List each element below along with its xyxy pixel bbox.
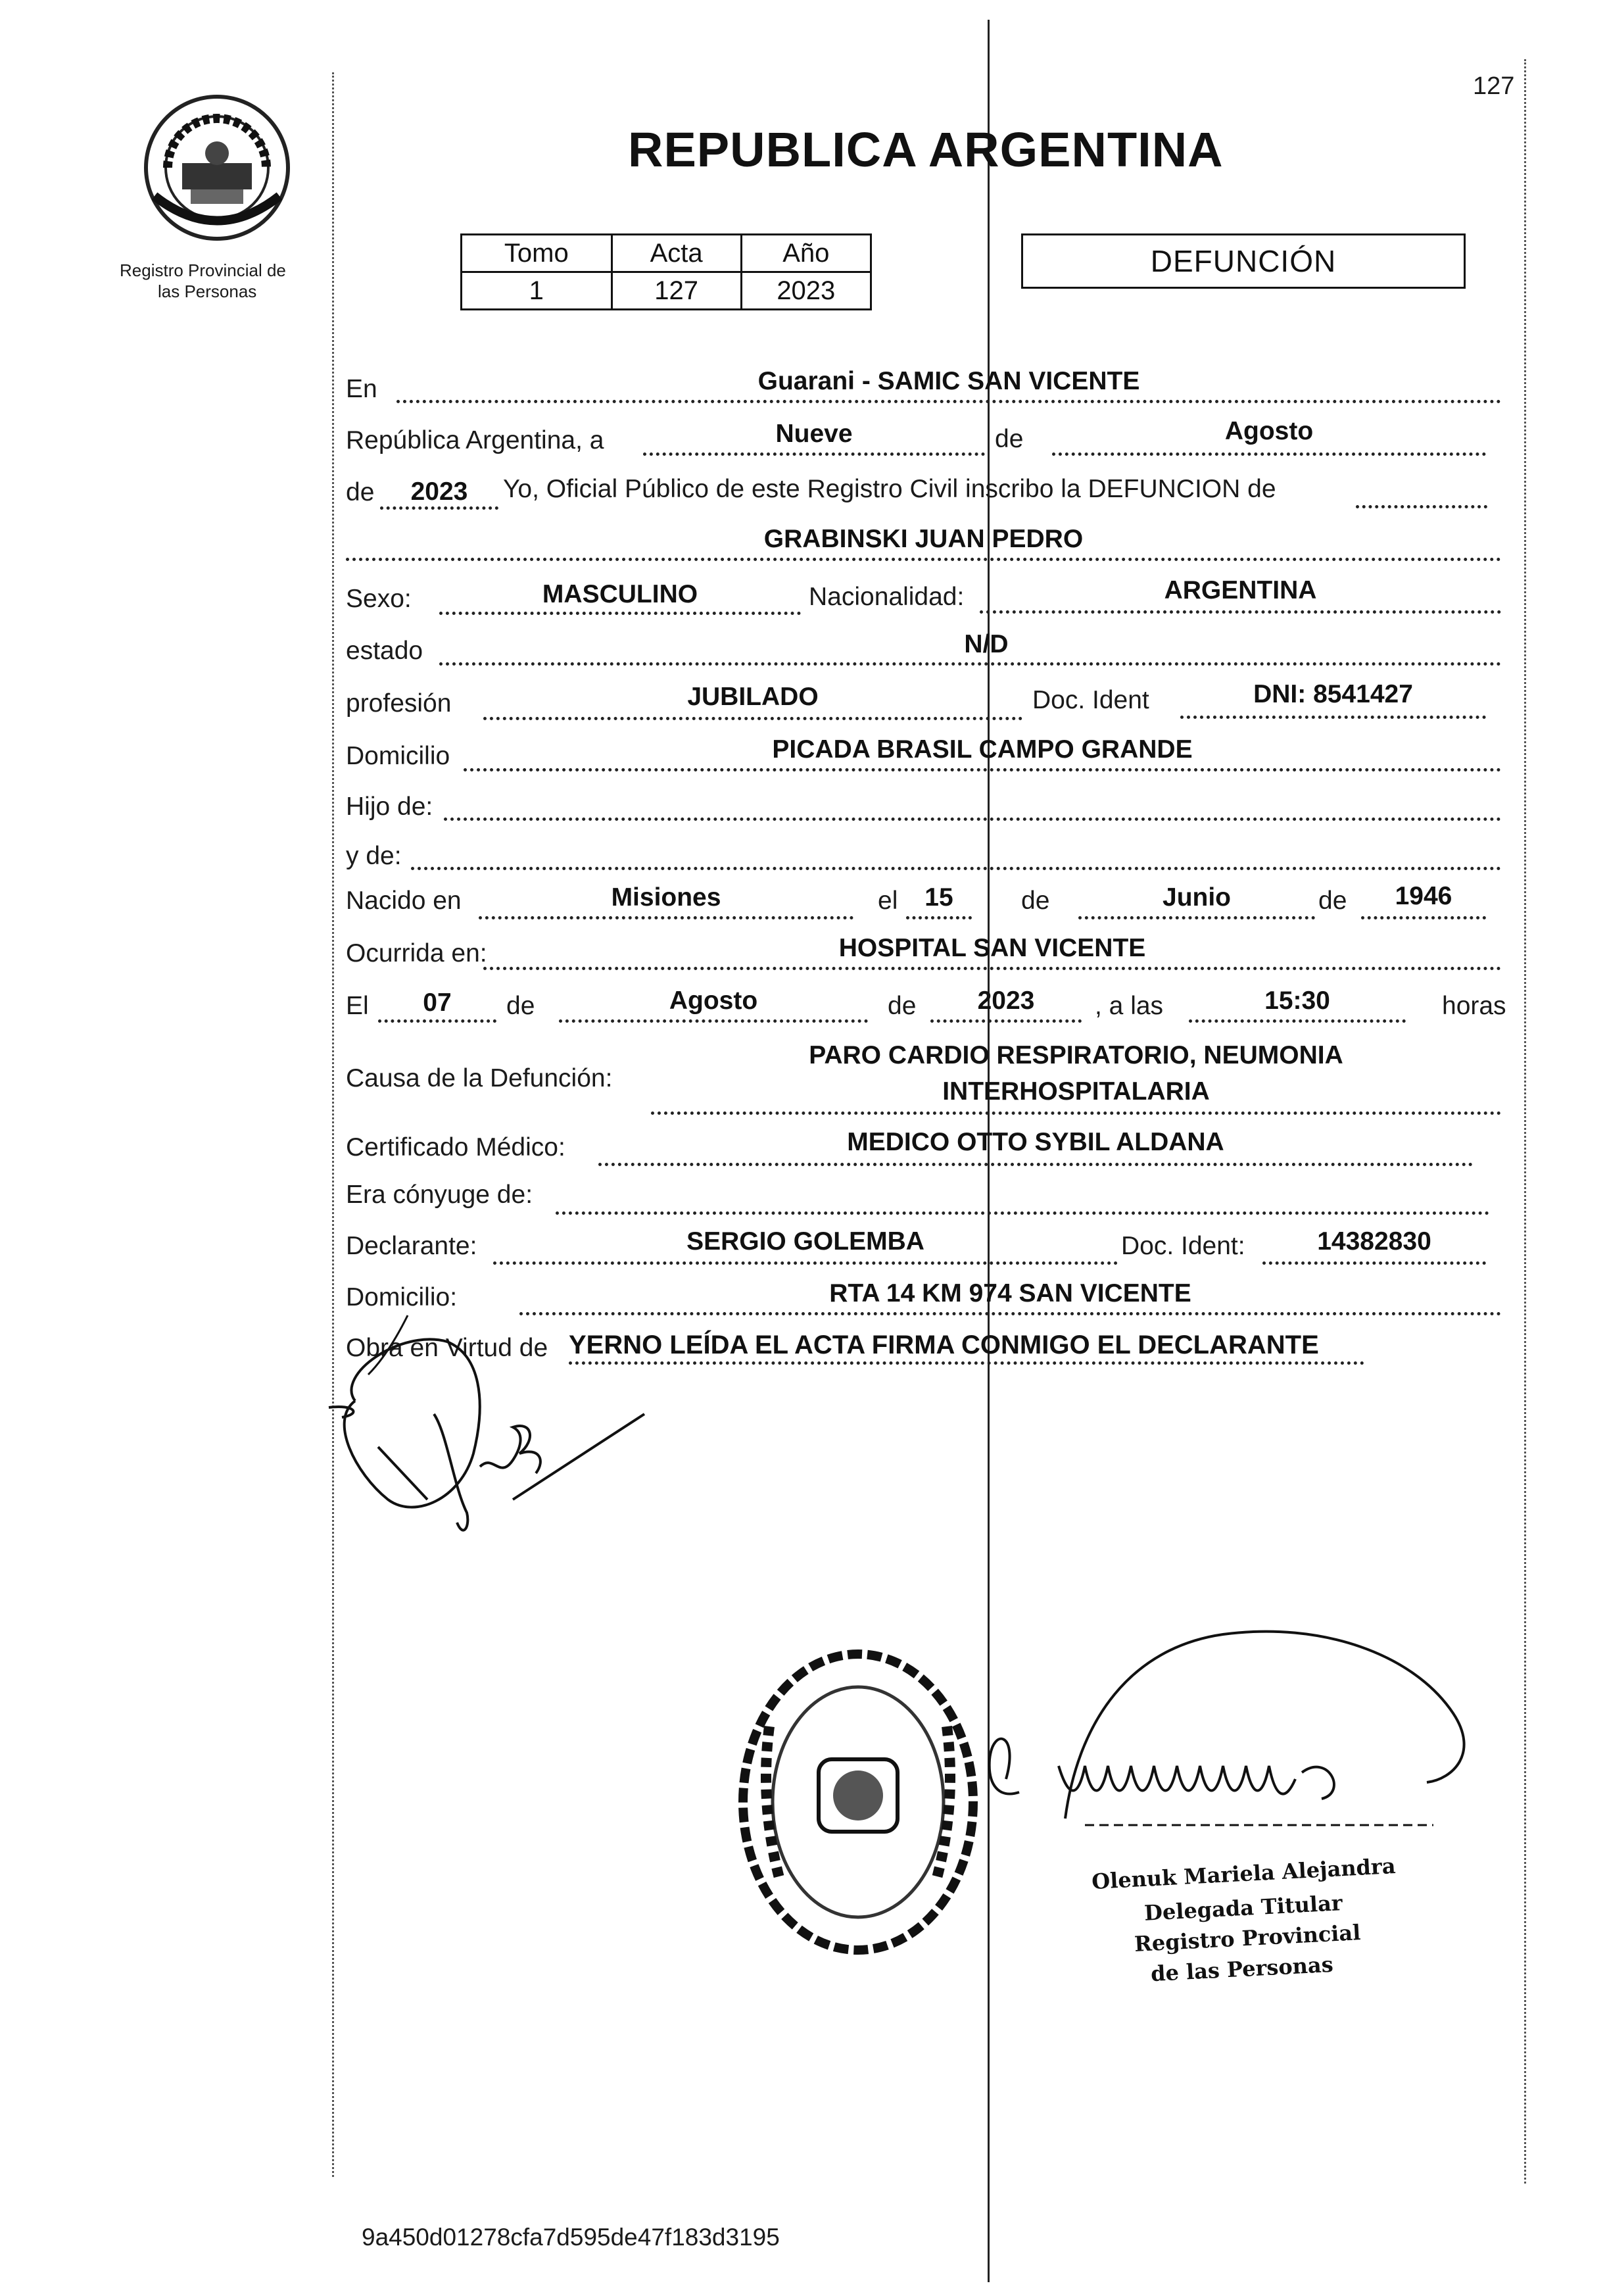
sexo-label: Sexo: — [346, 585, 412, 613]
domicilio2-label: Domicilio: — [346, 1283, 458, 1311]
table-value-acta: 127 — [612, 272, 741, 310]
document-hash: 9a450d01278cfa7d595de47f183d3195 — [362, 2224, 780, 2251]
month-line — [1052, 452, 1486, 456]
doc2-line — [1262, 1261, 1486, 1265]
day-words: Nueve — [775, 420, 853, 448]
causa-line2: INTERHOSPITALARIA — [942, 1077, 1210, 1106]
day-line — [643, 452, 985, 456]
table-header-acta: Acta — [612, 235, 741, 272]
nacido-label: Nacido en — [346, 887, 462, 915]
de6-label: de — [888, 992, 917, 1020]
domicilio2-value: RTA 14 KM 974 SAN VICENTE — [829, 1279, 1191, 1307]
de-label: de — [995, 425, 1024, 453]
birth-day: 15 — [924, 883, 953, 912]
ocurrida-value: HOSPITAL SAN VICENTE — [838, 934, 1146, 962]
death-year-line — [930, 1019, 1082, 1023]
declarante-line — [493, 1261, 1118, 1265]
officer-signature — [980, 1555, 1479, 1897]
death-day-line — [378, 1019, 496, 1023]
de2-label: de — [346, 478, 375, 506]
el2-label: El — [346, 992, 369, 1020]
birth-year: 1946 — [1395, 882, 1452, 910]
de5-label: de — [506, 992, 535, 1020]
en-line — [396, 400, 1501, 403]
horas-label: horas — [1442, 992, 1506, 1020]
record-table — [460, 233, 872, 310]
estado-line — [439, 662, 1501, 666]
declarante-value: SERGIO GOLEMBA — [686, 1227, 924, 1256]
en-label: En — [346, 375, 377, 403]
official-stamp — [733, 1648, 983, 1957]
registry-line2: las Personas — [158, 281, 257, 301]
nacido-line — [479, 916, 853, 919]
de3-label: de — [1021, 887, 1050, 915]
yde-line — [411, 867, 1501, 870]
causa-label: Causa de la Defunción: — [346, 1064, 613, 1092]
declarante-label: Declarante: — [346, 1232, 477, 1260]
en-value: Guarani - SAMIC SAN VICENTE — [757, 367, 1140, 395]
death-year: 2023 — [977, 987, 1035, 1015]
year-line — [380, 506, 498, 510]
certificado-line — [598, 1163, 1473, 1166]
yde-label: y de: — [346, 842, 402, 870]
year-value: 2023 — [410, 477, 468, 506]
table-header-tomo: Tomo — [462, 235, 612, 272]
birth-month-line — [1078, 916, 1315, 919]
name-line — [346, 558, 1501, 561]
oficial-text: Yo, Oficial Público de este Registro Civil inscribo la DEFUNCION de — [503, 475, 1276, 503]
birth-year-line — [1361, 916, 1486, 919]
nacionalidad-line — [980, 610, 1501, 614]
officer-office-line2: de las Personas — [1150, 1951, 1334, 1987]
estado-label: estado — [346, 637, 423, 665]
record-type: DEFUNCIÓN — [1150, 244, 1337, 278]
birth-day-line — [906, 916, 972, 919]
doc2-label: Doc. Ident: — [1121, 1232, 1245, 1260]
record-type-box — [1021, 233, 1466, 289]
doc-line — [1180, 716, 1486, 719]
officer-name: Olenuk Mariela Alejandra — [1091, 1853, 1397, 1895]
right-border-line — [1524, 59, 1526, 2184]
oficial-line — [1356, 505, 1487, 508]
sexo-line — [439, 612, 801, 615]
doc-label: Doc. Ident — [1032, 686, 1149, 714]
domicilio2-line — [519, 1312, 1501, 1315]
de4-label: de — [1318, 887, 1347, 915]
nacionalidad-label: Nacionalidad: — [809, 583, 965, 611]
certificado-label: Certificado Médico: — [346, 1133, 565, 1161]
el-label: el — [878, 887, 898, 915]
officer-title: Delegada Titular — [1143, 1890, 1343, 1926]
province-seal — [141, 91, 293, 245]
page-number: 127 — [1473, 72, 1515, 100]
sexo-value: MASCULINO — [542, 580, 698, 608]
obra-value: YERNO LEÍDA EL ACTA FIRMA CONMIGO EL DECLARANTE — [569, 1331, 1319, 1359]
deceased-name: GRABINSKI JUAN PEDRO — [763, 525, 1084, 553]
left-border-line — [332, 72, 334, 2177]
ocurrida-label: Ocurrida en: — [346, 939, 487, 967]
nacionalidad-value: ARGENTINA — [1164, 576, 1317, 604]
profesion-line — [483, 717, 1022, 720]
causa-line1: PARO CARDIO RESPIRATORIO, NEUMONIA — [809, 1041, 1343, 1069]
month-value: Agosto — [1224, 417, 1314, 445]
obra-label: Obra en Virtud de — [346, 1334, 548, 1362]
profesion-value: JUBILADO — [687, 683, 819, 711]
doc2-value: 14382830 — [1317, 1227, 1431, 1256]
conyuge-label: Era cónyuge de: — [346, 1181, 533, 1209]
death-time: 15:30 — [1264, 987, 1330, 1015]
death-day: 07 — [423, 989, 452, 1017]
republica-label: República Argentina, a — [346, 426, 604, 454]
obra-line — [569, 1361, 1364, 1365]
registry-line1: Registro Provincial de — [120, 260, 286, 280]
conyuge-line — [556, 1211, 1489, 1215]
ocurrida-line — [483, 967, 1501, 970]
certificado-value: MEDICO OTTO SYBIL ALDANA — [847, 1128, 1224, 1156]
death-time-line — [1189, 1019, 1406, 1023]
death-month-line — [559, 1019, 868, 1023]
table-header-anio: Año — [741, 235, 871, 272]
domicilio-label: Domicilio — [346, 742, 450, 770]
profesion-label: profesión — [346, 689, 452, 718]
causa-line — [651, 1111, 1501, 1115]
table-value-anio: 2023 — [741, 272, 871, 310]
death-month: Agosto — [669, 987, 758, 1015]
officer-office-line1: Registro Provincial — [1134, 1920, 1362, 1957]
hijo-line — [444, 818, 1501, 821]
doc-value: DNI: 8541427 — [1253, 680, 1413, 708]
estado-value: N/D — [964, 630, 1009, 658]
nacido-lugar: Misiones — [611, 883, 721, 912]
page-title: REPUBLICA ARGENTINA — [628, 122, 1224, 177]
table-value-tomo: 1 — [462, 272, 612, 310]
domicilio-value: PICADA BRASIL CAMPO GRANDE — [772, 735, 1193, 764]
birth-month: Junio — [1163, 883, 1231, 912]
domicilio-line — [464, 768, 1501, 771]
hijo-label: Hijo de: — [346, 793, 433, 821]
alas-label: , a las — [1095, 992, 1164, 1020]
declarant-signature — [316, 1302, 658, 1546]
